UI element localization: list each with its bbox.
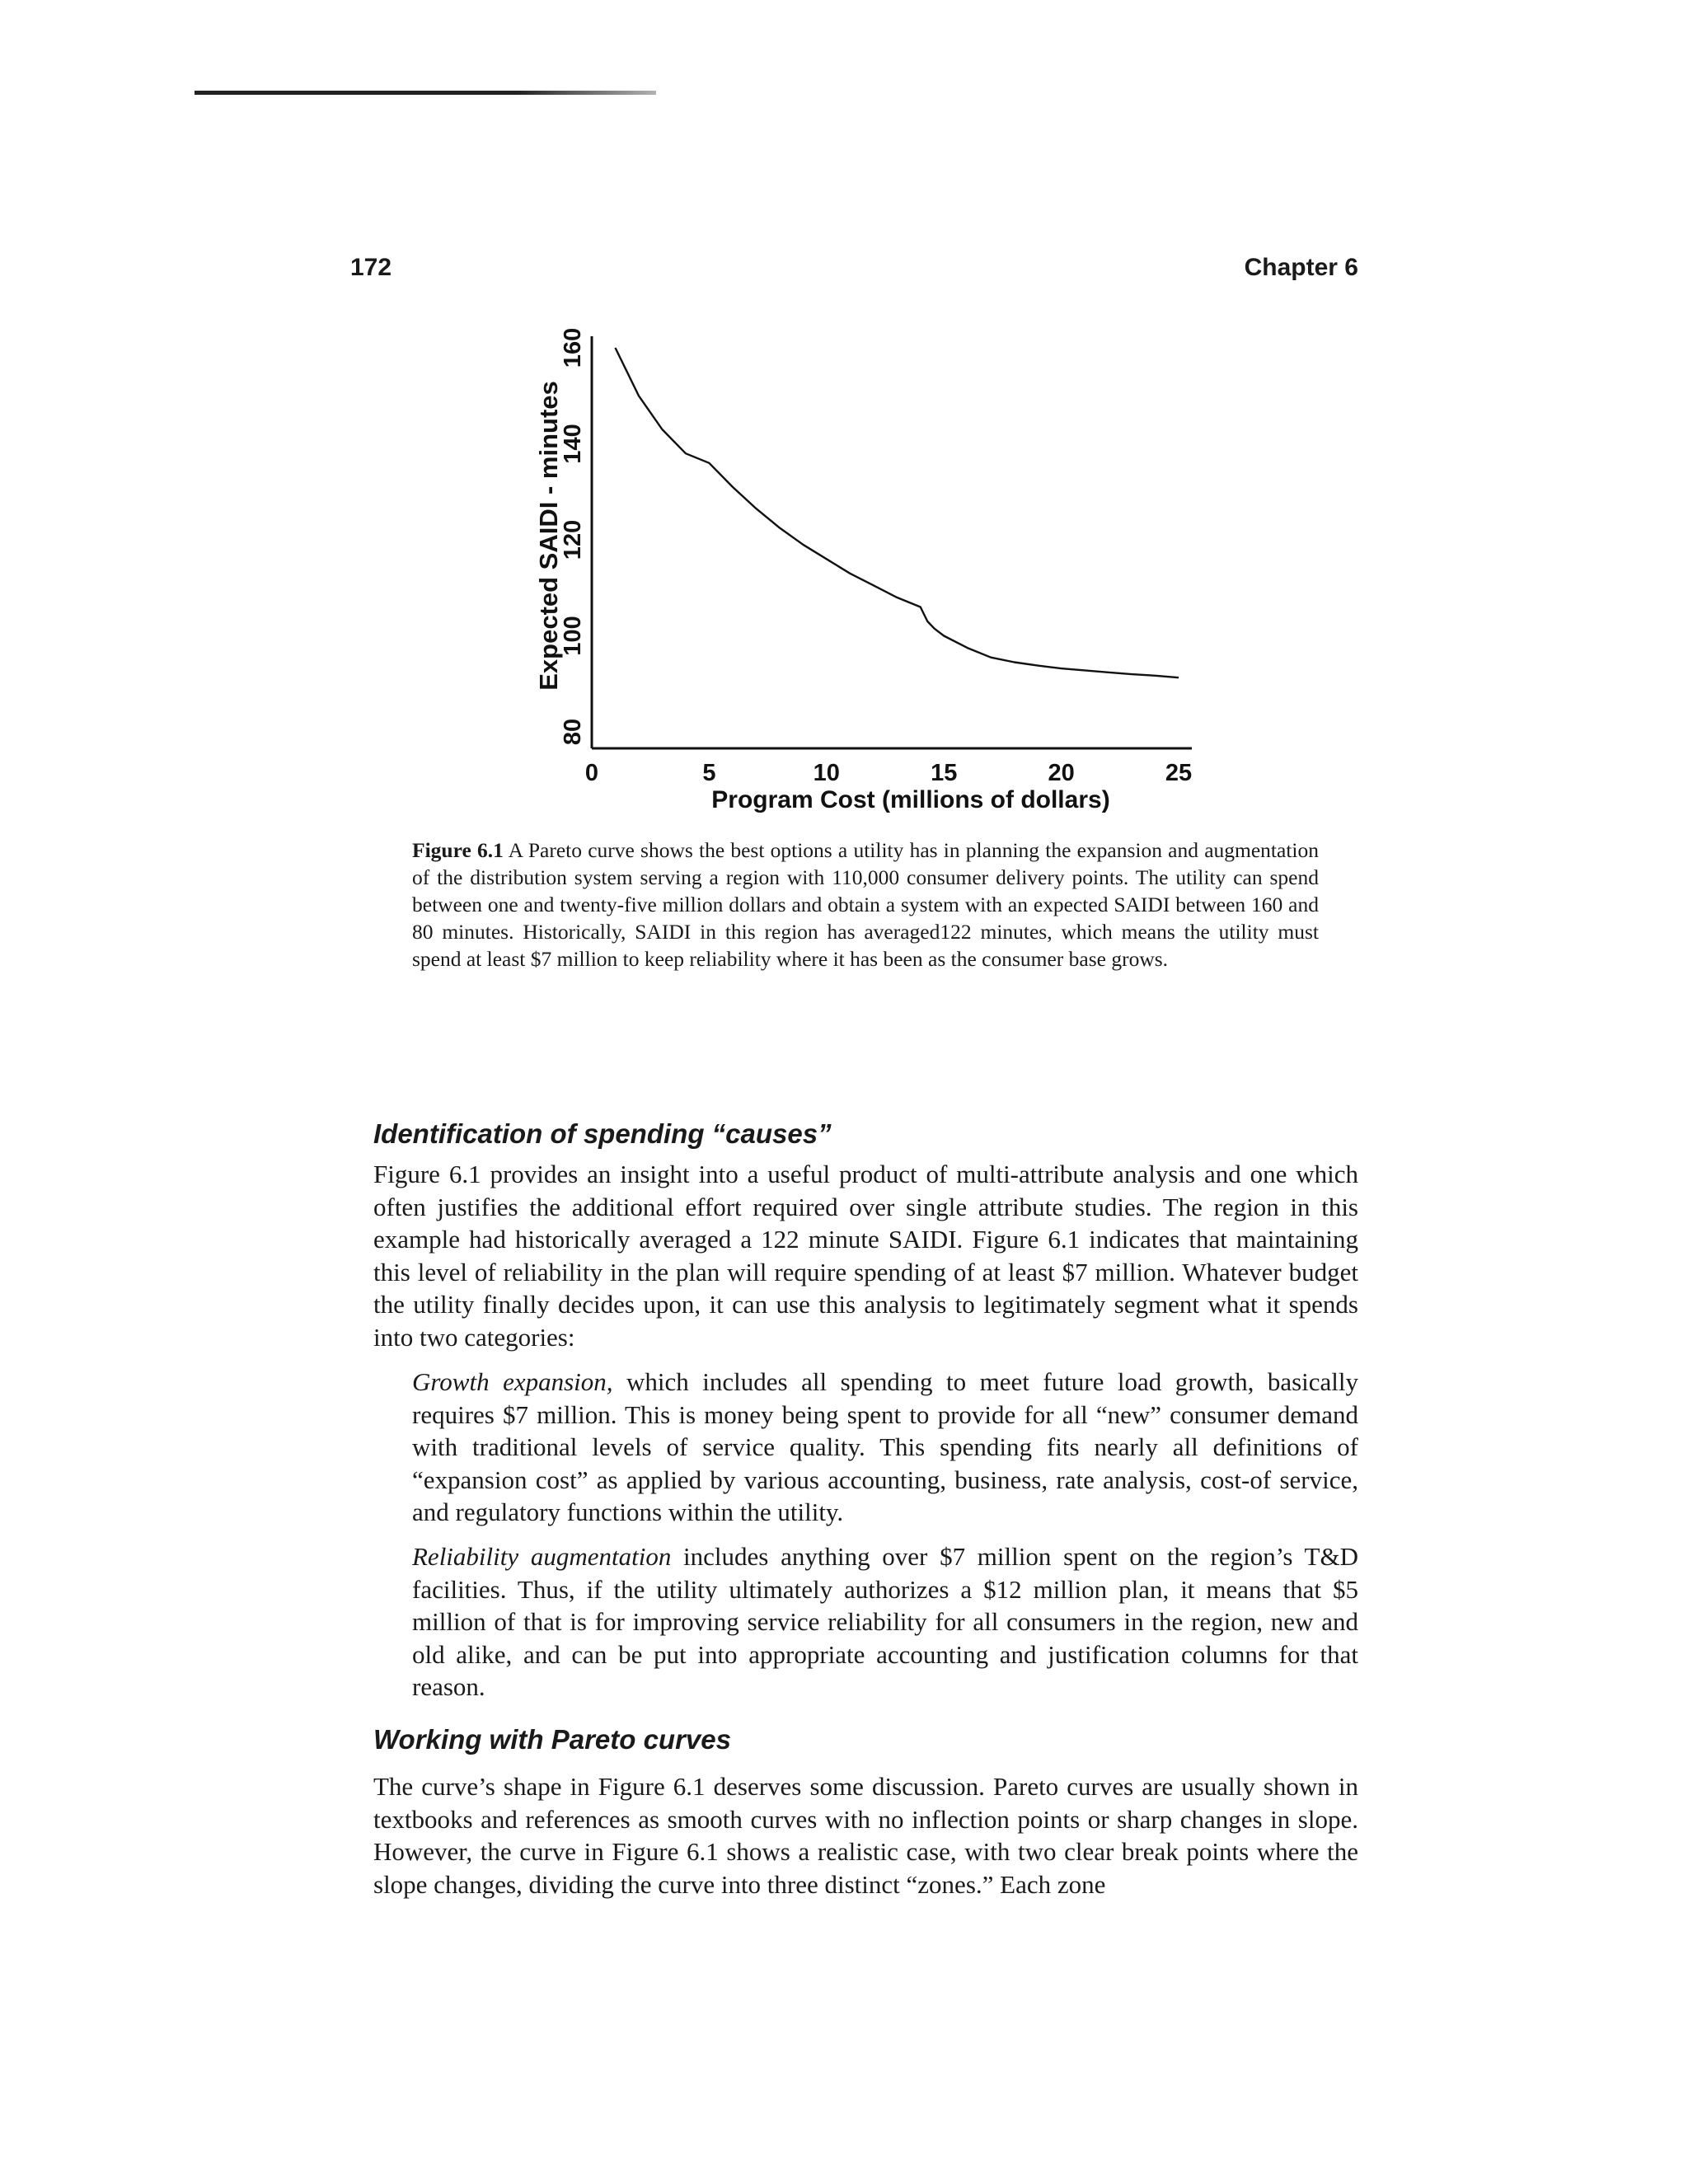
x-tick-label: 0: [584, 760, 599, 786]
chapter-title: Chapter 6: [1244, 254, 1358, 281]
figure-caption: [412, 837, 1319, 972]
y-tick-label: 140: [560, 424, 586, 464]
x-tick-label: 5: [702, 760, 716, 786]
figure-caption-text: A Pareto curve shows the best options a utility has in planning the expansion and augmentation of the distribution system serving a region with 110,000 consumer delivery points. The utility can spend between one and twenty-five million dollars and obtain a system with an expected SAIDI between 160 and 80 minutes. Historically, SAIDI in this region has averaged122 minutes, which means the utility must spend at least $7 million to keep reliability where it has been as the consumer base grows.: [412, 838, 1319, 971]
paragraph-reliability-augmentation: [412, 1540, 1358, 1704]
term-growth-expansion: Growth expansion,: [412, 1367, 613, 1396]
section-heading-spending-causes: Identification of spending “causes”: [373, 1118, 832, 1149]
paragraph-growth-expansion: [412, 1366, 1358, 1529]
y-tick-label: 120: [560, 519, 586, 560]
pareto-chart: [0, 0, 1688, 824]
section-heading-pareto-curves: Working with Pareto curves: [373, 1724, 731, 1755]
figure-label: Figure 6.1: [412, 838, 504, 862]
paragraph-pareto-curves: The curve’s shape in Figure 6.1 deserves some discussion. Pareto curves are usually shown in textbooks and references as smooth curves with no inflection points or sharp changes in slope. However, the curve in Figure 6.1 shows a realistic case, with two clear break points where the slope changes, dividing the curve into three distinct “zones.” Each zone: [373, 1772, 1358, 1899]
y-tick-label: 80: [560, 718, 586, 746]
y-axis-label: Expected SAIDI - minutes: [534, 381, 563, 691]
x-axis-label: Program Cost (millions of dollars): [711, 786, 1110, 813]
x-tick-label: 25: [1165, 760, 1193, 786]
text-growth-expansion: which includes all spending to meet future load growth, basically requires $7 million. This is money being spent to provide for all “new” consumer demand with traditional levels of service quality. This spending fits nearly all definitions of “expansion cost” as applied by various accounting, business, rate analysis, cost-of service, and regulatory functions within the utility.: [412, 1367, 1358, 1526]
text-reliability-augmentation: includes anything over $7 million spent on the region’s T&D facilities. Thus, if the utility ultimately authorizes a $12 million plan, it means that $5 million of that is for improving service reliability for all consumers in the region, new and old alike, and can be put into appropriate accounting and justification columns for that reason.: [412, 1542, 1358, 1701]
y-tick-label: 160: [560, 327, 586, 368]
paragraph-spending-causes: Figure 6.1 provides an insight into a useful product of multi-attribute analysis and one which often justifies the additional effort required over single attribute studies. The region in this example had historically averaged a 122 minute SAIDI. Figure 6.1 indicates that maintaining this level of reliability in the plan will require spending of at least $7 million. Whatever budget the utility finally decides upon, it can use this analysis to legitimately segment what it spends into two categories:: [373, 1160, 1358, 1352]
x-tick-label: 10: [813, 760, 840, 786]
pareto-curve-line: [616, 348, 1179, 677]
x-tick-label: 20: [1048, 760, 1075, 786]
term-reliability-augmentation: Reliability augmentation: [412, 1542, 672, 1571]
y-tick-label: 100: [560, 616, 586, 656]
page-number: 172: [350, 254, 392, 281]
x-tick-label: 15: [931, 760, 958, 786]
